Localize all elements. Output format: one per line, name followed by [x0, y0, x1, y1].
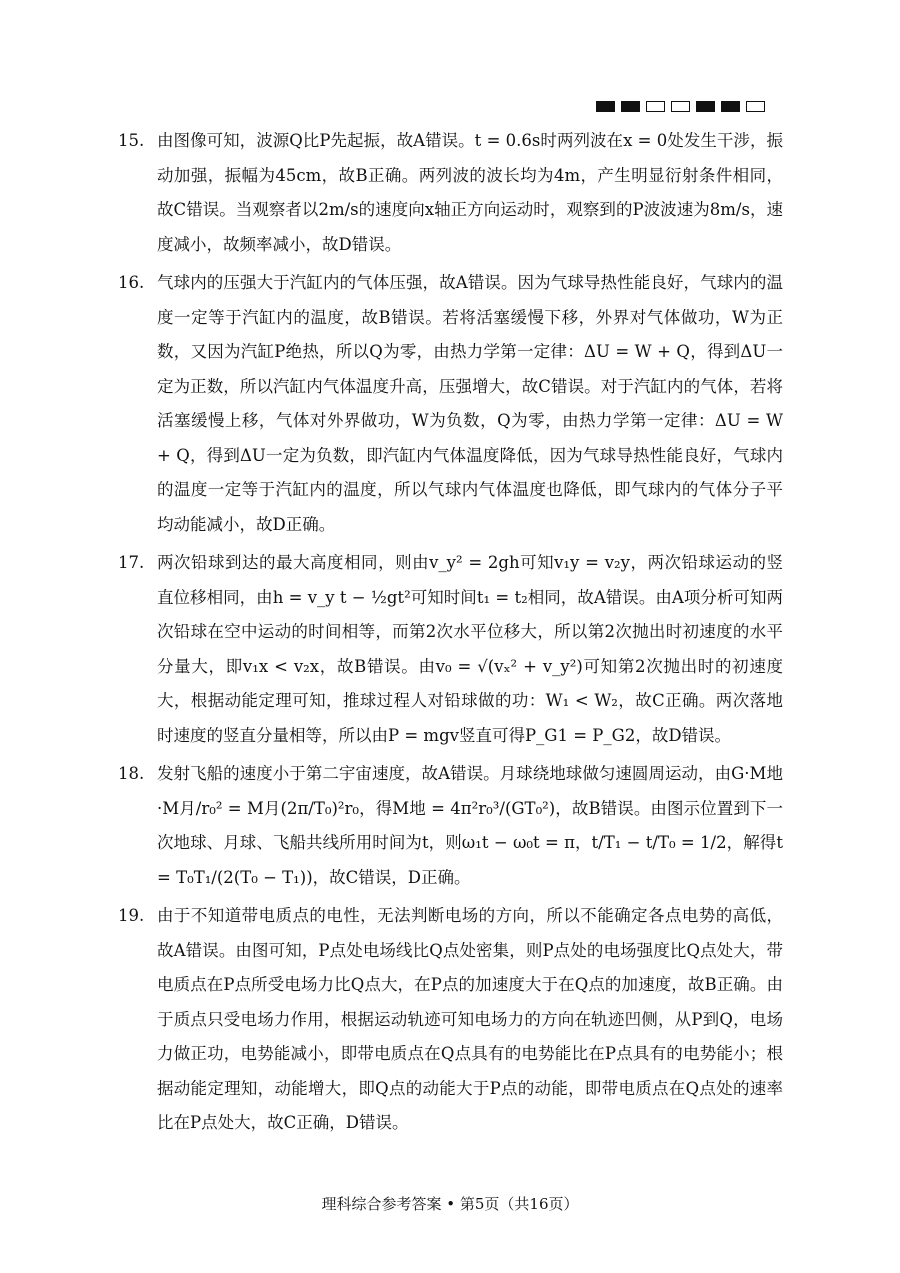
- header-mark: [671, 101, 690, 112]
- question-16: [118, 266, 783, 542]
- header-mark: [721, 101, 740, 112]
- question-17: [118, 546, 783, 753]
- question-number: 18.: [118, 764, 145, 783]
- question-number: 15.: [118, 131, 145, 150]
- question-text: 发射飞船的速度小于第二宇宙速度，故A错误。月球绕地球做匀速圆周运动，由G·M地·M月/r₀² = M月(2π/T₀)²r₀，得M地 = 4π²r₀³/(GT₀²)，故B错误。由图示位置到下一次地球、月球、飞船共线所用时间为t，则ω₁t − ω₀t = π，t/T₁ − t/T₀ = 1/2，解得t = T₀T₁/(2(T₀ − T₁))，故C错误，D正确。: [157, 764, 783, 887]
- question-15: [118, 124, 783, 262]
- header-mark: [621, 101, 640, 112]
- answer-content: [118, 124, 783, 1145]
- header-marks: [596, 101, 765, 112]
- question-number: 17.: [118, 553, 145, 572]
- header-mark: [696, 101, 715, 112]
- question-text: 气球内的压强大于汽缸内的气体压强，故A错误。因为气球导热性能良好，气球内的温度一定等于汽缸内的温度，故B错误。若将活塞缓慢下移，外界对气体做功，W为正数，又因为汽缸P绝热，所以Q为零，由热力学第一定律：ΔU = W + Q，得到ΔU一定为正数，所以汽缸内气体温度升高，压强增大，故C错误。对于汽缸内的气体，若将活塞缓慢上移，气体对外界做功，W为负数，Q为零，由热力学第一定律：ΔU = W + Q，得到ΔU一定为负数，即汽缸内气体温度降低，因为气球导热性能良好，气球内的温度一定等于汽缸内的温度，所以气球内气体温度也降低，即气球内的气体分子平均动能减小，故D正确。: [157, 273, 783, 534]
- question-text: 两次铅球到达的最大高度相同，则由v_y² = 2gh可知v₁y = v₂y，两次铅球运动的竖直位移相同，由h = v_y t − ½gt²可知时间t₁ = t₂相同，故A错误。由A项分析可知两次铅球在空中运动的时间相等，而第2次水平位移大，所以第2次抛出时初速度的水平分量大，即v₁x < v₂x，故B错误。由v₀ = √(vₓ² + v_y²)可知第2次抛出时的初速度大，根据动能定理可知，推球过程人对铅球做的功：W₁ < W₂，故C正确。两次落地时速度的竖直分量相等，所以由P = mgv竖直可得P_G1 = P_G2，故D错误。: [157, 553, 783, 745]
- question-19: [118, 899, 783, 1141]
- question-18: [118, 757, 783, 895]
- question-text: 由图像可知，波源Q比P先起振，故A错误。t = 0.6s时两列波在x = 0处发生干涉，振动加强，振幅为45cm，故B正确。两列波的波长均为4m，产生明显衍射条件相同，故C错误。当观察者以2m/s的速度向x轴正方向运动时，观察到的P波波速为8m/s，速度减小，故频率减小，故D错误。: [157, 131, 783, 254]
- question-number: 19.: [118, 906, 145, 925]
- page-footer: 理科综合参考答案 • 第5页（共16页）: [321, 1195, 579, 1213]
- question-text: 由于不知道带电质点的电性，无法判断电场的方向，所以不能确定各点电势的高低，故A错误。由图可知，P点处电场线比Q点处密集，则P点处的电场强度比Q点处大，带电质点在P点所受电场力比Q点大，在P点的加速度大于在Q点的加速度，故B正确。由于质点只受电场力作用，根据运动轨迹可知电场力的方向在轨迹凹侧，从P到Q，电场力做正功，电势能减小，即带电质点在Q点具有的电势能比在P点具有的电势能小；根据动能定理知，动能增大，即Q点的动能大于P点的动能，即带电质点在Q点处的速率比在P点处大，故C正确，D错误。: [157, 906, 783, 1132]
- header-mark: [646, 101, 665, 112]
- question-number: 16.: [118, 273, 145, 292]
- header-mark: [746, 101, 765, 112]
- header-mark: [596, 101, 615, 112]
